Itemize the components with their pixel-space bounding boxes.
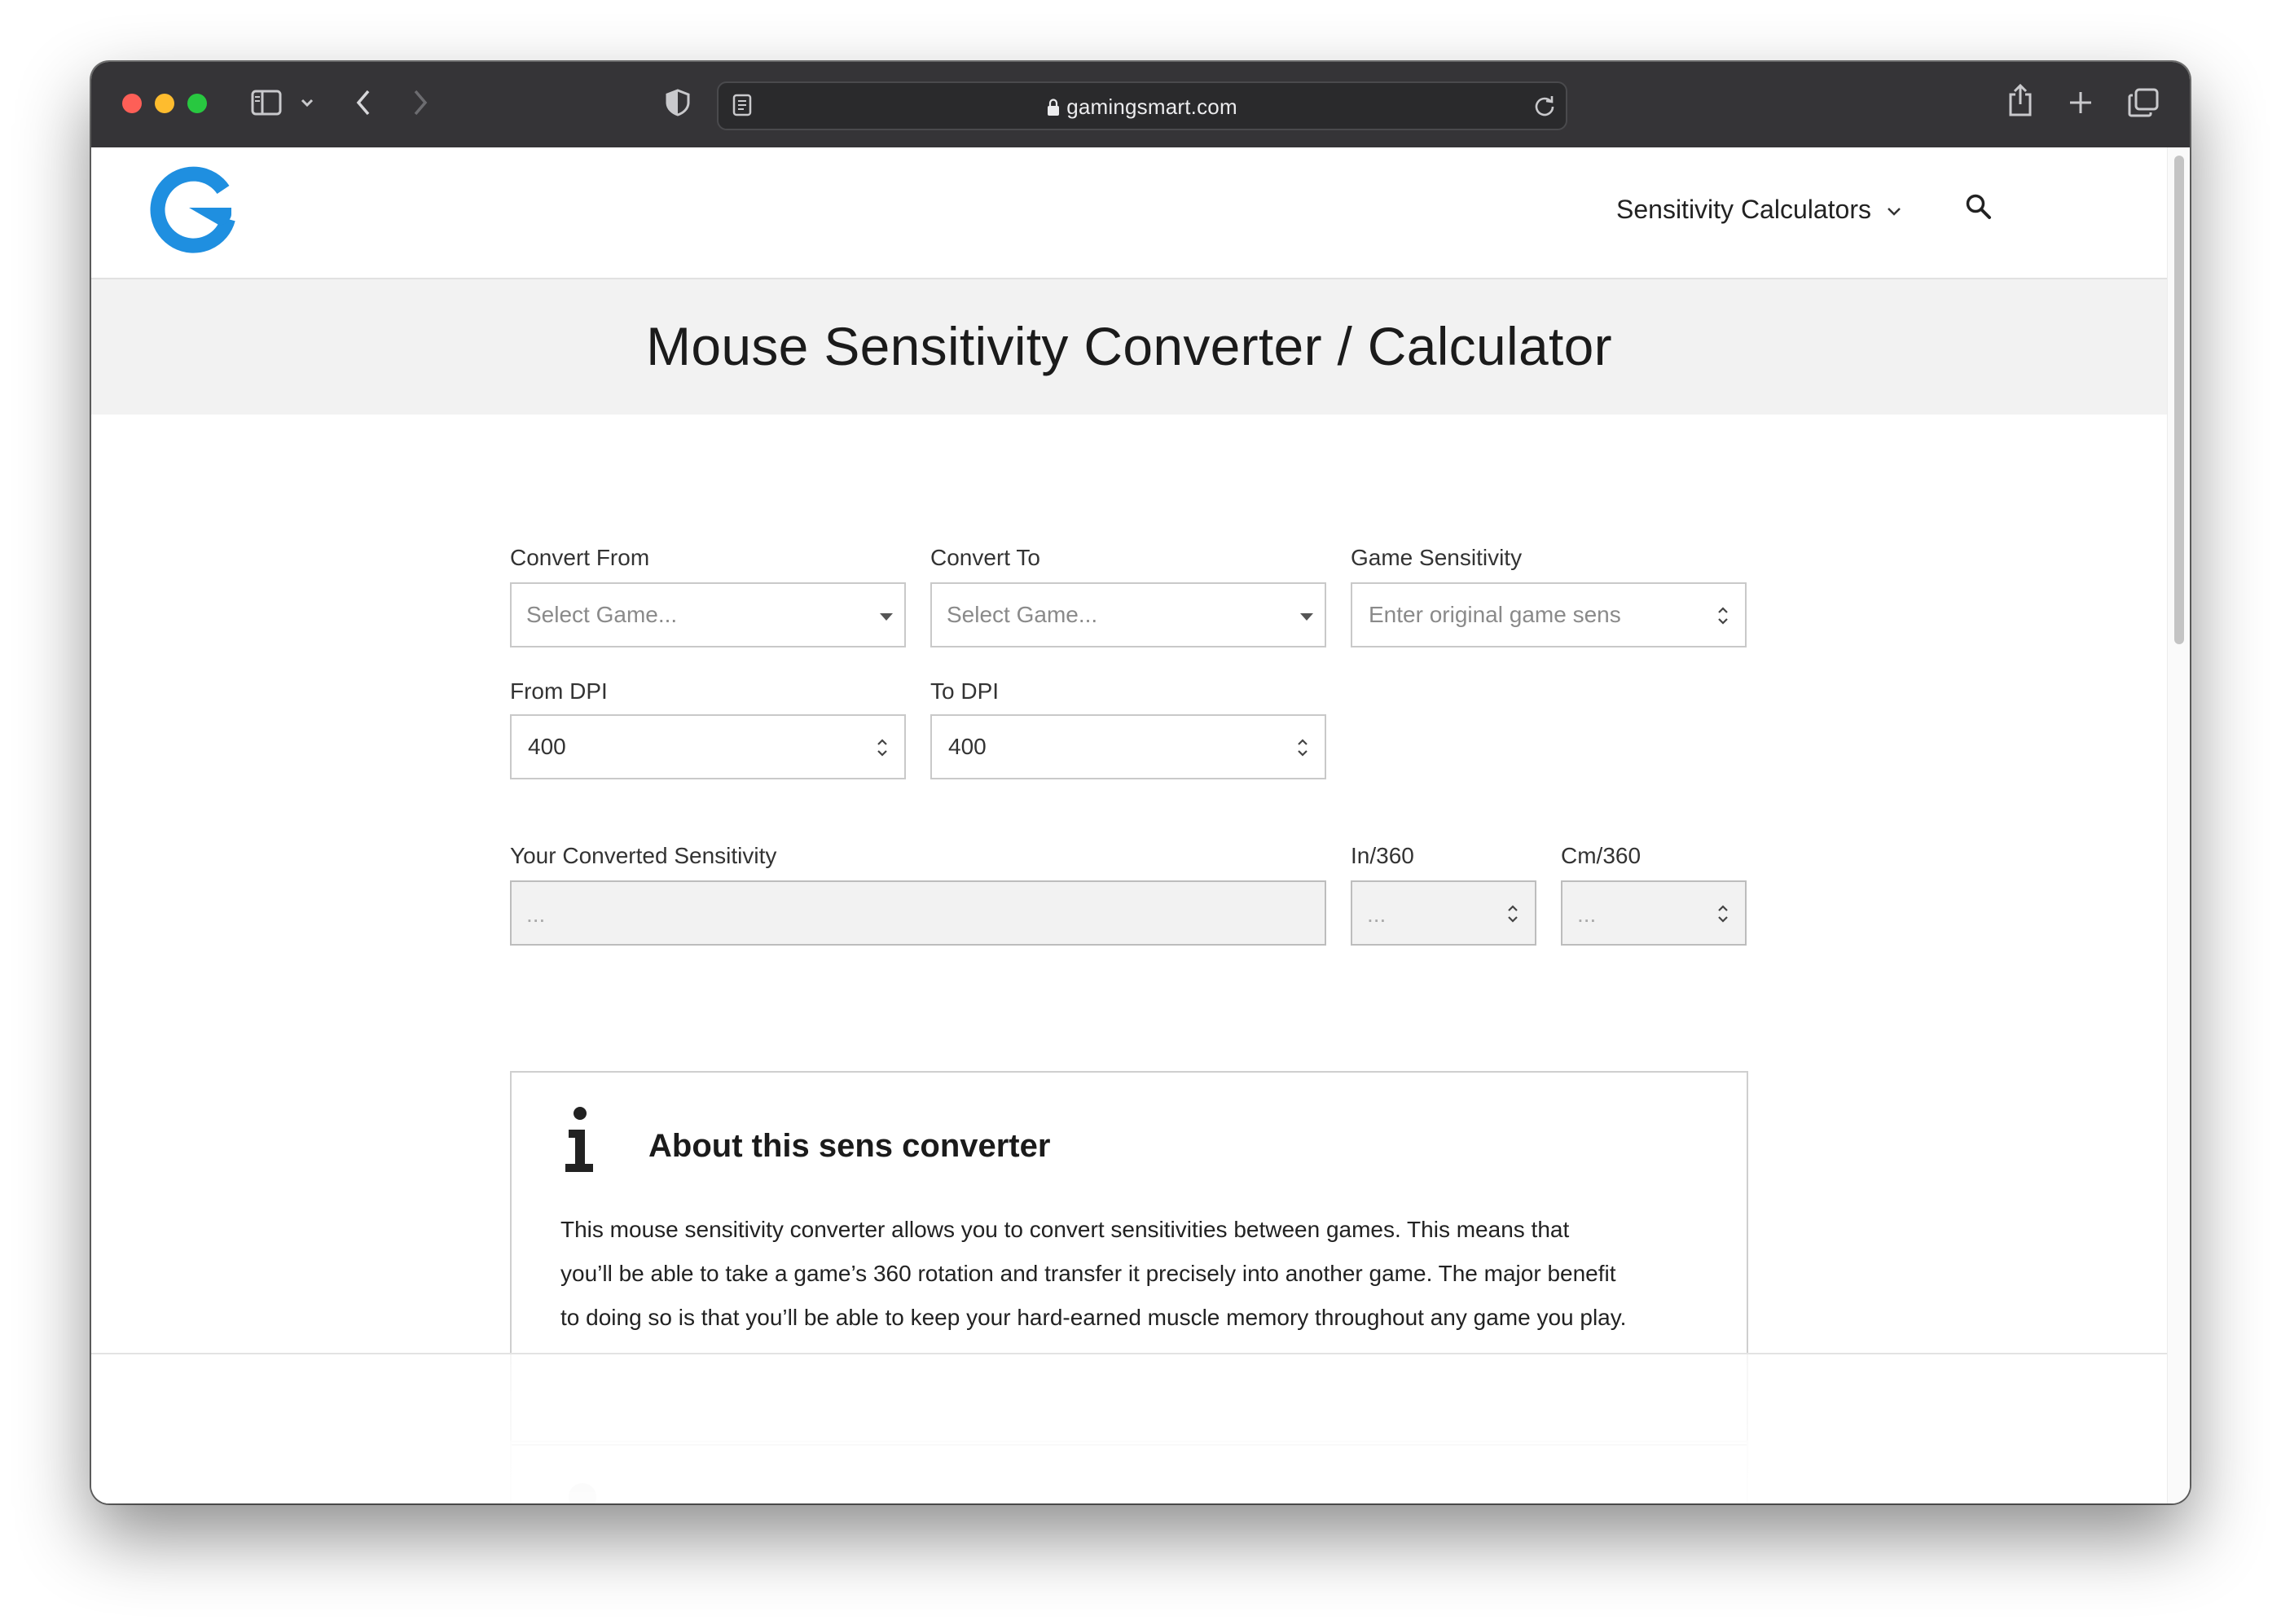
about-text-line: you’ll be able to take a game’s 360 rotation and transfer it precisely into another game. The major benefit bbox=[560, 1261, 1616, 1286]
nav-sensitivity-calculators[interactable] bbox=[1616, 193, 1902, 225]
nav-sensitivity-calculators-label: Sensitivity Calculators bbox=[1616, 195, 1871, 224]
in360-label: In/360 bbox=[1351, 843, 1414, 868]
logo-g-icon[interactable] bbox=[148, 165, 240, 257]
dropdown-caret-icon bbox=[1300, 613, 1313, 621]
spinner-arrows-icon[interactable] bbox=[875, 735, 890, 766]
to-dpi-value: 400 bbox=[948, 734, 987, 759]
url-text: gamingsmart.com bbox=[1066, 94, 1237, 119]
forward-icon[interactable] bbox=[411, 88, 430, 117]
about-text-line: This mouse sensitivity converter allows you to convert sensitivities between games. This means that bbox=[560, 1217, 1570, 1242]
zoom-window-button[interactable] bbox=[187, 94, 207, 113]
spinner-arrows-icon[interactable] bbox=[1295, 735, 1310, 766]
browser-toolbar bbox=[91, 62, 2190, 149]
to-dpi-input[interactable] bbox=[930, 714, 1326, 779]
page-title: Mouse Sensitivity Converter / Calculator bbox=[646, 316, 1612, 376]
converted-sensitivity-output bbox=[510, 880, 1326, 946]
tabs-overview-icon[interactable] bbox=[2128, 88, 2159, 117]
to-dpi-label: To DPI bbox=[930, 678, 1000, 704]
address-bar[interactable] bbox=[717, 81, 1567, 130]
scroll-fade-overlay bbox=[91, 1354, 2167, 1503]
url-display[interactable] bbox=[719, 94, 1566, 122]
chevron-down-icon bbox=[1886, 193, 1902, 223]
share-icon[interactable] bbox=[2007, 83, 2033, 117]
back-icon[interactable] bbox=[354, 88, 373, 117]
search-icon[interactable] bbox=[1965, 193, 1993, 225]
cm360-placeholder: ... bbox=[1577, 902, 1597, 927]
in360-input[interactable] bbox=[1351, 880, 1536, 946]
from-dpi-label: From DPI bbox=[510, 678, 608, 704]
spinner-arrows-icon[interactable] bbox=[1505, 902, 1520, 932]
converted-sensitivity-placeholder: ... bbox=[526, 902, 546, 927]
convert-to-label: Convert To bbox=[930, 545, 1040, 570]
site-header bbox=[91, 147, 2167, 279]
from-dpi-input[interactable] bbox=[510, 714, 906, 779]
game-sensitivity-placeholder: Enter original game sens bbox=[1369, 602, 1621, 627]
dropdown-caret-icon bbox=[880, 613, 893, 621]
page-scrollbar[interactable] bbox=[2167, 147, 2190, 1503]
spinner-arrows-icon[interactable] bbox=[1716, 604, 1730, 634]
fold-divider bbox=[91, 1353, 2167, 1354]
convert-to-select[interactable] bbox=[930, 582, 1326, 647]
privacy-shield-icon[interactable] bbox=[665, 88, 691, 117]
sidebar-icon[interactable] bbox=[251, 90, 282, 116]
lock-icon bbox=[1047, 97, 1060, 122]
game-sensitivity-input[interactable] bbox=[1351, 582, 1747, 647]
about-text bbox=[560, 1208, 1717, 1340]
cm360-label: Cm/360 bbox=[1561, 843, 1642, 868]
title-band bbox=[91, 279, 2167, 415]
cm360-input[interactable] bbox=[1561, 880, 1747, 946]
about-title: About this sens converter bbox=[648, 1128, 1051, 1164]
convert-from-label: Convert From bbox=[510, 545, 650, 570]
info-icon bbox=[560, 1105, 596, 1179]
game-sensitivity-label: Game Sensitivity bbox=[1351, 545, 1523, 570]
reload-icon[interactable] bbox=[1533, 94, 1556, 117]
scrollbar-thumb[interactable] bbox=[2174, 156, 2184, 644]
convert-from-placeholder: Select Game... bbox=[526, 602, 678, 627]
web-page bbox=[91, 147, 2190, 1503]
from-dpi-value: 400 bbox=[528, 734, 566, 759]
spinner-arrows-icon[interactable] bbox=[1716, 902, 1730, 932]
convert-from-select[interactable] bbox=[510, 582, 906, 647]
close-window-button[interactable] bbox=[122, 94, 142, 113]
convert-to-placeholder: Select Game... bbox=[947, 602, 1098, 627]
in360-placeholder: ... bbox=[1367, 902, 1387, 927]
browser-window bbox=[91, 62, 2190, 1503]
new-tab-icon[interactable] bbox=[2068, 90, 2094, 116]
converted-sensitivity-label: Your Converted Sensitivity bbox=[510, 843, 777, 868]
chevron-down-icon[interactable] bbox=[300, 98, 314, 108]
minimize-window-button[interactable] bbox=[155, 94, 174, 113]
about-text-line: to doing so is that you’ll be able to keep your hard-earned muscle memory throughout any game you play. bbox=[560, 1305, 1627, 1330]
